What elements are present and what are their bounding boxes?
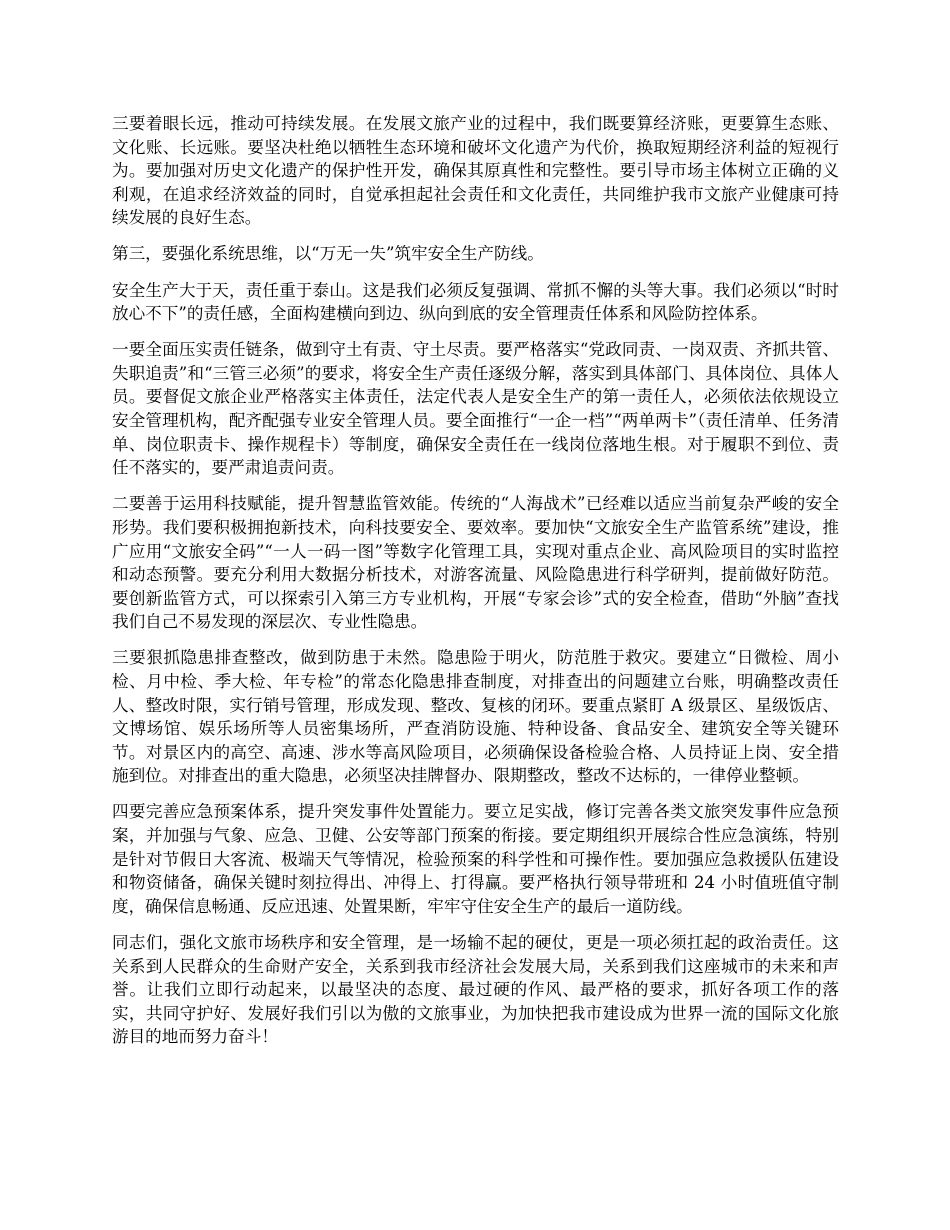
document-body [112, 112, 839, 1061]
paragraph-safety-intro: 安全生产大于天，责任重于泰山。这是我们必须反复强调、常抓不懈的头等大事。我们必须以“时时放心不下”的责任感，全面构建横向到边、纵向到底的安全管理责任体系和风险防控体系。 [112, 280, 839, 324]
paragraph-sustainable-development: 三要着眼长远，推动可持续发展。在发展文旅产业的过程中，我们既要算经济账，更要算生态账、文化账、长远账。要坚决杜绝以牺牲生态环境和破坏文化遗产为代价，换取短期经济利益的短视行为。要加强对历史文化遗产的保护性开发，确保其原真性和完整性。要引导市场主体树立正确的义利观，在追求经济效益的同时，自觉承担起社会责任和文化责任，共同维护我市文旅产业健康可持续发展的良好生态。 [112, 114, 839, 228]
section-heading-safety: 第三，要强化系统思维，以“万无一失”筑牢安全生产防线。 [112, 244, 544, 264]
paragraph-responsibility-chain: 一要全面压实责任链条，做到守土有责、守土尽责。要严格落实“党政同责、一岗双责、齐抓共管、失职追责”和“三管三必须”的要求，将安全生产责任逐级分解，落实到具体部门、具体岗位、具体人员。要督促文旅企业严格落实主体责任，法定代表人是安全生产的第一责任人，必须依法依规设立安全管理机构，配齐配强专业安全管理人员。要全面推行“一企一档”“两单两卡”（责任清单、任务清单、岗位职责卡、操作规程卡）等制度，确保安全责任在一线岗位落地生根。对于履职不到位、责任不落实的，要严肃追责问责。 [112, 340, 839, 478]
paragraph-closing: 同志们，强化文旅市场秩序和安全管理，是一场输不起的硬仗，更是一项必须扛起的政治责任。这关系到人民群众的生命财产安全，关系到我市经济社会发展大局，关系到我们这座城市的未来和声誉。让我们立即行动起来，以最坚决的态度、最过硬的作风、最严格的要求，抓好各项工作的落实，共同守护好、发展好我们引以为傲的文旅事业，为加快把我市建设成为世界一流的国际文化旅游目的地而努力奋斗！ [112, 932, 839, 1047]
paragraph-hazard-inspection: 三要狠抓隐患排查整改，做到防患于未然。隐患险于明火，防范胜于救灾。要建立“日微检、周小检、月中检、季大检、年专检”的常态化隐患排查制度，对排查出的问题建立台账，明确整改责任人、整改时限，实行销号管理，形成发现、整改、复核的闭环。要重点紧盯 A 级景区、星级饭店、文博场馆、娱乐场所等人员密集场所，严查消防设施、特种设备、食品安全、建筑安全等关键环节。对景区内的高空、高速、涉水等高风险项目，必须确保设备检验合格、人员持证上岗、安全措施到位。对排查出的重大隐患，必须坚决挂牌督办、限期整改，整改不达标的，一律停业整顿。 [112, 648, 839, 786]
paragraph-tech-empowerment: 二要善于运用科技赋能，提升智慧监管效能。传统的“人海战术”已经难以适应当前复杂严峻的安全形势。我们要积极拥抱新技术，向科技要安全、要效率。要加快“文旅安全生产监管系统”建设，推广应用“文旅安全码”“一人一码一图”等数字化管理工具，实现对重点企业、高风险项目的实时监控和动态预警。要充分利用大数据分析技术，对游客流量、风险隐患进行科学研判，提前做好防范。要创新监管方式，可以探索引入第三方专业机构，开展“专家会诊”式的安全检查，借助“外脑”查找我们自己不易发现的深层次、专业性隐患。 [112, 494, 839, 632]
paragraph-emergency-plan: 四要完善应急预案体系，提升突发事件处置能力。要立足实战，修订完善各类文旅突发事件应急预案，并加强与气象、应急、卫健、公安等部门预案的衔接。要定期组织开展综合性应急演练，特别是针对节假日大客流、极端天气等情况，检验预案的科学性和可操作性。要加强应急救援队伍建设和物资储备，确保关键时刻拉得出、冲得上、打得赢。要严格执行领导带班和 24 小时值班值守制度，确保信息畅通、反应迅速、处置果断，牢牢守住安全生产的最后一道防线。 [112, 802, 839, 916]
